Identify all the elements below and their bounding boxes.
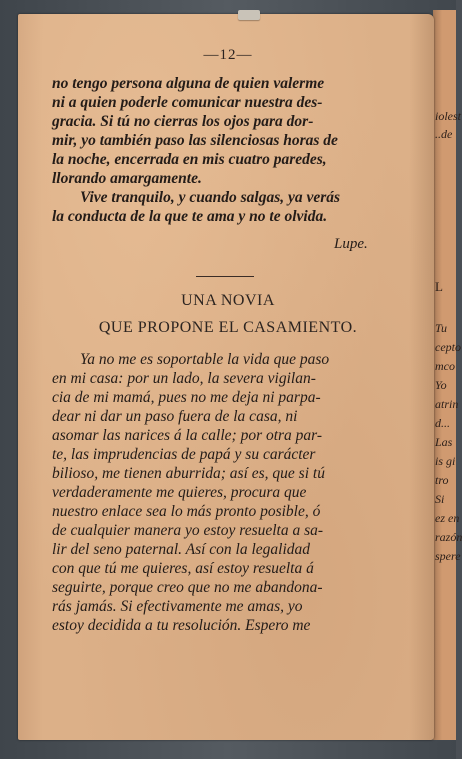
letter-one-line: la conducta de la que te ama y no te olvida. (52, 208, 328, 225)
adjacent-page-fragment: mco (435, 359, 455, 373)
letter-one-line: llorando amargamente. (52, 170, 202, 187)
letter-two-line: seguirte, porque creo que no me abandona- (52, 579, 323, 596)
adjacent-page-fragment: Yo (435, 378, 447, 392)
letter-one-line: ni a quien poderle comunicar nuestra des- (52, 94, 323, 111)
adjacent-page-fragment: cepto (435, 340, 461, 354)
letter-one-line: mir, yo también paso las silenciosas horas de (52, 132, 338, 149)
adjacent-page-fragment: atrin (435, 397, 459, 411)
letter-two-line: Ya no me es soportable la vida que paso (80, 351, 330, 368)
letter-one-body (52, 74, 424, 226)
letter-two-line: dear ni dar un paso fuera de la casa, ni (52, 408, 298, 425)
letter-one-line: gracia. Si tú no cierras los ojos para dor- (52, 113, 314, 130)
adjacent-page-fragment: iolest (435, 109, 461, 123)
adjacent-page-edge (433, 10, 462, 740)
letter-two-body (52, 350, 424, 635)
letter-two-line: de cualquier manera yo estoy resuelta a sa- (52, 522, 324, 539)
adjacent-page-fragment: ..de (435, 127, 453, 141)
adjacent-page-fragment: razón (435, 530, 462, 544)
page-number: —12— (203, 47, 253, 63)
adjacent-page-fragment: is gi (435, 454, 456, 468)
letter-one-line: no tengo persona alguna de quien valerme (52, 75, 325, 92)
letter-two-line: verdaderamente me quieres, procura que (52, 484, 307, 501)
section-divider (196, 276, 254, 277)
adjacent-page-fragment: d... (435, 416, 450, 430)
letter-two-line: en mi casa: por un lado, la severa vigilan- (52, 370, 316, 387)
binder-clip (238, 10, 260, 20)
adjacent-page-fragment: Las (435, 435, 453, 449)
letter-two-line: estoy decidida a tu resolución. Espero me (52, 617, 311, 634)
letter-one-line: la noche, encerrada en mis cuatro paredes, (52, 151, 327, 168)
adjacent-page-fragment: tro (435, 473, 449, 487)
letter-two-line: cia de mi mamá, pues no me deja ni parpa- (52, 389, 321, 406)
letter-two-line: te, las imprudencias de papá y su carácter (52, 446, 316, 463)
adjacent-page-fragment: ez en (435, 511, 460, 525)
letter-two-line: rás jamás. Si efectivamente me amas, yo (52, 598, 303, 615)
adjacent-page-fragment: Tu (435, 321, 448, 335)
adjacent-page-fragment: Si (435, 492, 445, 506)
adjacent-page-fragment: L (435, 279, 443, 294)
section-heading-title: UNA NOVIA (181, 292, 275, 309)
letter-two-line: nuestro enlace sea lo más pronto posible, ó (52, 503, 321, 520)
letter-two-line: lir del seno paternal. Así con la legalidad (52, 541, 311, 558)
section-heading-subtitle: QUE PROPONE EL CASAMIENTO. (98, 319, 358, 336)
letter-one-signature: Lupe. (334, 236, 368, 252)
letter-two-line: asomar las narices á la calle; por otra par- (52, 427, 323, 444)
letter-one-line: Vive tranquilo, y cuando salgas, ya verás (80, 189, 341, 206)
adjacent-page-fragment: spere (435, 549, 461, 563)
letter-two-line: bilioso, me tienen aburrida; así es, que si tú (52, 465, 325, 482)
letter-two-line: con que tú me quieres, así estoy resuelta á (52, 560, 314, 577)
